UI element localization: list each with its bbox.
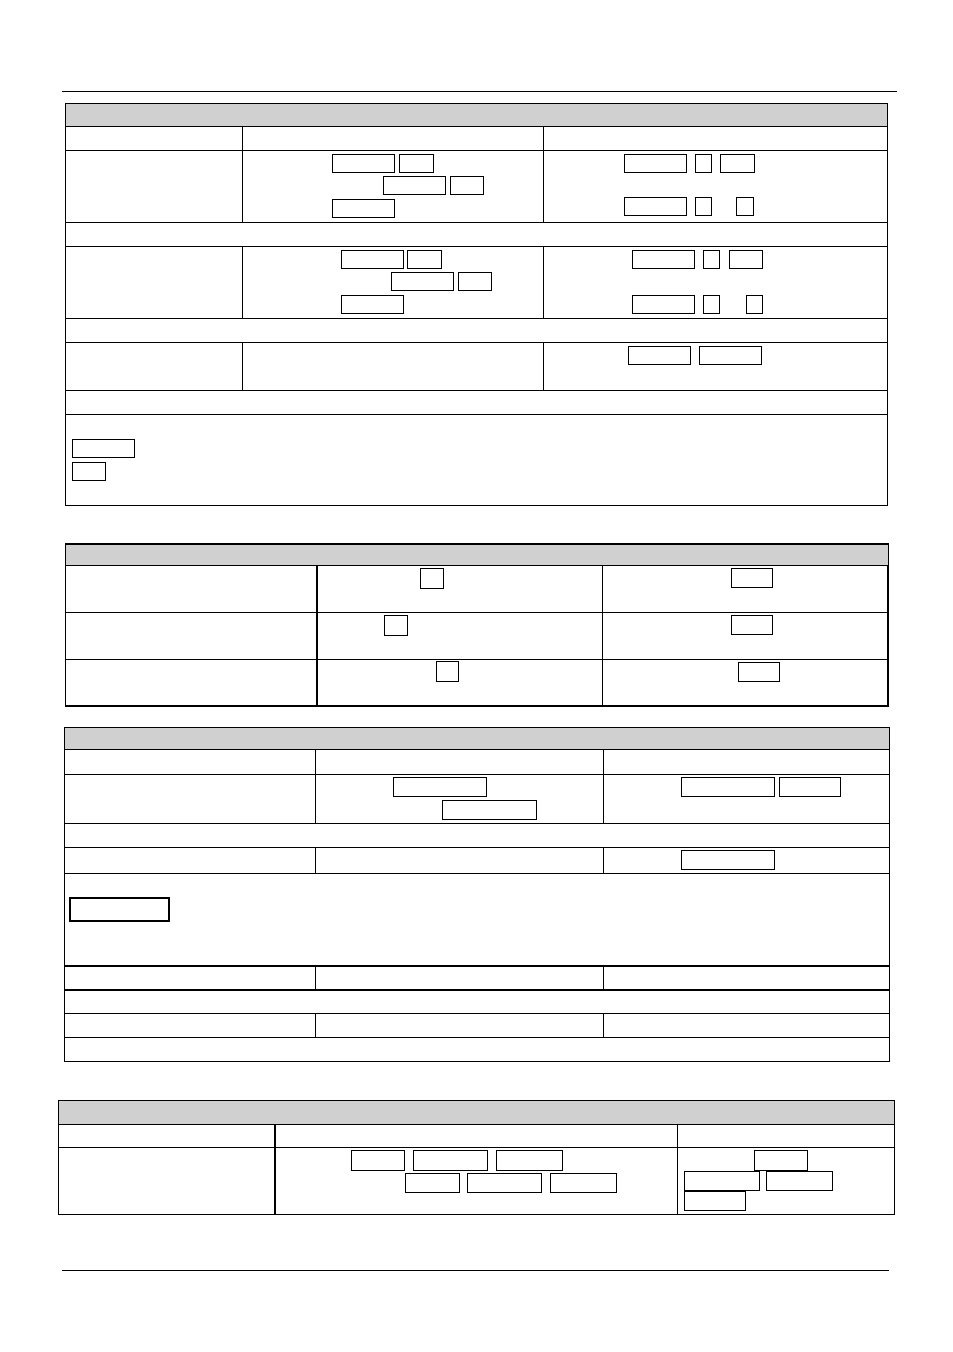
key-box[interactable] bbox=[729, 250, 763, 269]
table-3-row-line bbox=[64, 774, 890, 775]
table-2-header bbox=[66, 544, 888, 566]
table-2-col-line bbox=[602, 565, 603, 706]
table-3-col-line bbox=[315, 750, 316, 823]
key-box[interactable] bbox=[703, 295, 720, 314]
table-3-row-line bbox=[64, 965, 890, 967]
table-1-row-line bbox=[65, 414, 888, 415]
key-box[interactable] bbox=[695, 154, 712, 173]
table-1-header bbox=[66, 104, 887, 127]
key-box[interactable] bbox=[391, 272, 454, 291]
table-1-col-line bbox=[242, 246, 243, 318]
table-3-col-line bbox=[603, 750, 604, 823]
key-box[interactable] bbox=[467, 1173, 542, 1193]
table-3-col-line bbox=[603, 1013, 604, 1037]
key-box[interactable] bbox=[72, 462, 106, 481]
table-4-col-line bbox=[274, 1124, 276, 1214]
header-rule bbox=[62, 91, 897, 92]
table-4-header bbox=[59, 1101, 894, 1125]
key-box[interactable] bbox=[695, 197, 712, 216]
key-box[interactable] bbox=[351, 1150, 405, 1171]
key-box[interactable] bbox=[332, 199, 395, 218]
table-1-row-line bbox=[65, 222, 888, 223]
key-box[interactable] bbox=[681, 850, 775, 870]
table-1-col-line bbox=[543, 246, 544, 318]
key-box[interactable] bbox=[746, 295, 763, 314]
table-1 bbox=[65, 103, 888, 506]
key-box[interactable] bbox=[779, 777, 841, 797]
key-box[interactable] bbox=[413, 1150, 488, 1171]
key-box[interactable] bbox=[496, 1150, 563, 1171]
table-1-row-line bbox=[65, 390, 888, 391]
table-3-col-line bbox=[603, 847, 604, 873]
key-box[interactable] bbox=[684, 1171, 760, 1191]
key-box[interactable] bbox=[736, 197, 754, 216]
key-box[interactable] bbox=[766, 1171, 833, 1191]
key-box[interactable] bbox=[738, 662, 780, 682]
key-box[interactable] bbox=[72, 439, 135, 458]
key-box[interactable] bbox=[341, 250, 404, 269]
key-box[interactable] bbox=[628, 346, 691, 365]
table-3-row-line bbox=[64, 847, 890, 848]
key-box[interactable] bbox=[436, 661, 459, 682]
table-1-row-line bbox=[65, 318, 888, 319]
key-box[interactable] bbox=[420, 568, 444, 589]
table-3-col-line bbox=[315, 1013, 316, 1037]
table-1-col-line bbox=[242, 342, 243, 390]
table-1-col-line bbox=[242, 126, 243, 222]
key-box[interactable] bbox=[754, 1150, 808, 1171]
table-3-col-line bbox=[315, 966, 316, 990]
key-box[interactable] bbox=[731, 615, 773, 635]
key-box[interactable] bbox=[399, 154, 434, 173]
table-3-row-line bbox=[64, 823, 890, 824]
table-3-row-line bbox=[64, 1037, 890, 1038]
table-2-row-line bbox=[65, 612, 889, 613]
key-box[interactable] bbox=[407, 250, 442, 269]
key-box[interactable] bbox=[720, 154, 755, 173]
key-box[interactable] bbox=[681, 777, 775, 797]
key-box[interactable] bbox=[632, 295, 695, 314]
key-box[interactable] bbox=[442, 800, 537, 820]
key-box[interactable] bbox=[624, 154, 687, 173]
table-3-row-line bbox=[64, 989, 890, 991]
table-3-row-line bbox=[64, 873, 890, 874]
key-box[interactable] bbox=[550, 1173, 617, 1193]
table-4-row-line bbox=[58, 1147, 895, 1148]
table-1-row-line bbox=[65, 246, 888, 247]
table-1-row-line bbox=[65, 150, 888, 151]
table-1-col-line bbox=[543, 126, 544, 222]
key-box[interactable] bbox=[624, 197, 687, 216]
key-box[interactable] bbox=[383, 176, 446, 195]
table-1-col-line bbox=[543, 342, 544, 390]
table-4-col-line bbox=[677, 1124, 678, 1214]
table-1-row-line bbox=[65, 342, 888, 343]
key-box[interactable] bbox=[341, 295, 404, 314]
key-box[interactable] bbox=[332, 154, 395, 173]
key-box[interactable] bbox=[405, 1173, 460, 1193]
key-box[interactable] bbox=[703, 250, 720, 269]
table-3-row-line bbox=[64, 1013, 890, 1014]
footer-rule bbox=[62, 1270, 889, 1271]
key-box[interactable] bbox=[632, 250, 695, 269]
table-3-col-line bbox=[315, 847, 316, 873]
table-3-header bbox=[65, 728, 889, 750]
key-box[interactable] bbox=[450, 176, 484, 195]
key-box[interactable] bbox=[393, 777, 487, 797]
key-box[interactable] bbox=[699, 346, 762, 365]
key-box[interactable] bbox=[69, 897, 170, 922]
key-box[interactable] bbox=[684, 1191, 746, 1211]
table-2-row-line bbox=[65, 659, 889, 660]
key-box[interactable] bbox=[731, 568, 773, 588]
key-box[interactable] bbox=[384, 615, 408, 636]
table-2-col-line bbox=[316, 565, 318, 706]
table-3-col-line bbox=[603, 966, 604, 990]
key-box[interactable] bbox=[458, 272, 492, 291]
